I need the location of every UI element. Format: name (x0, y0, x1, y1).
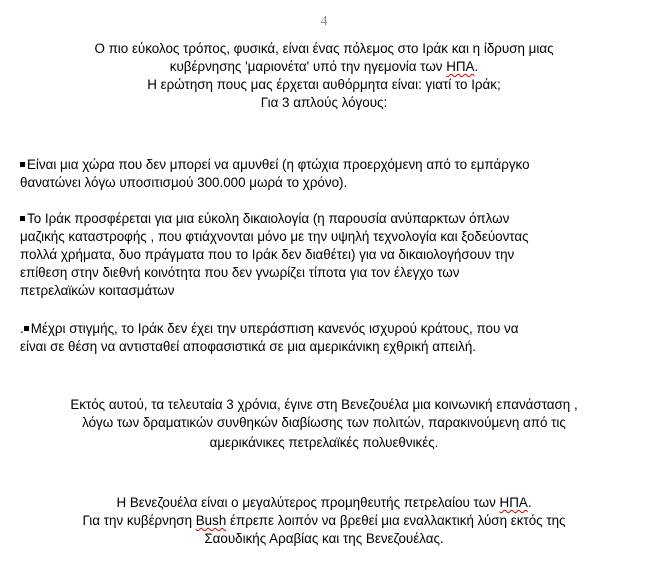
closing-paragraph (0, 494, 648, 548)
reason-2-line-3: πολλά χρήματα, δυο πράγματα που το Ιράκ δεν διαθέτει) για να δικαιολογήσουν την (20, 247, 515, 262)
intro-line-2-text: κυβέρνησης 'μαριονέτα' υπό την ηγεμονία των (169, 59, 447, 74)
venezuela-line-1: Εκτός αυτού, τα τελευταία 3 χρόνια, έγινε στη Βενεζουέλα μια κοινωνική επανάσταση , (70, 397, 578, 412)
intro-line-4: Για 3 απλούς λόγους: (260, 95, 388, 110)
intro-line-2 (0, 58, 648, 76)
reason-3-prefix: . (20, 321, 24, 336)
reason-1-line-1 (20, 156, 640, 174)
intro-line-3: Η ερώτηση πους μας έρχεται αυθόρμητα είναι: γιατί το Ιράκ; (147, 77, 501, 92)
page-number: 4 (320, 14, 328, 29)
closing-line-1 (0, 494, 648, 512)
venezuela-paragraph (0, 396, 648, 452)
reason-item-3 (20, 320, 640, 356)
spellcheck-word-hpa: ΗΠΑ (446, 59, 475, 74)
reason-2-line-5: πετρελαϊκών κοιτασμάτων (20, 283, 175, 298)
reason-2-text-1: Το Ιράκ προσφέρεται για μια εύκολη δικαιολογία (η παρουσία ανύπαρκτων όπλων (27, 211, 510, 226)
intro-line-1: Ο πιο εύκολος τρόπος, φυσικά, είναι ένας πόλεμος στο Ιράκ και η ίδρυση μιας (94, 41, 554, 56)
intro-line-2-end: . (474, 59, 479, 74)
square-bullet-icon (20, 216, 25, 221)
reason-3-text-1: Μέχρι στιγμής, το Ιράκ δεν έχει την υπεράσπιση κανενός ισχυρού κράτους, που να (30, 321, 519, 336)
reason-1-text-1: Είναι μια χώρα που δεν μπορεί να αμυνθεί (η φτώχια προερχόμενη από το εμπάργκο (27, 157, 530, 172)
intro-paragraph (0, 40, 648, 112)
venezuela-line-2: λόγω των δραματικών συνθηκών διαβίωσης των πολιτών, παρακινούμενη από τις (82, 415, 566, 430)
square-bullet-icon (20, 162, 25, 167)
square-bullet-icon (24, 326, 29, 331)
spellcheck-word-hpa: ΗΠΑ (499, 495, 528, 510)
venezuela-line-3: αμερικάνικες πετρελαϊκές πολυεθνικές. (209, 435, 439, 450)
spellcheck-word-bush: Bush (195, 513, 227, 528)
reason-item-1 (20, 156, 640, 192)
reason-3-line-1 (20, 320, 640, 338)
reason-2-line-1 (20, 210, 640, 228)
reason-1-line-2: θανατώνει λόγω υποσιτισμού 300.000 μωρά το χρόνο). (20, 175, 348, 190)
reason-item-2 (20, 210, 640, 300)
reason-2-line-2: μαζικής καταστροφής , που φτιάχνονται μόνο με την υψηλή τεχνολογία και ξοδεύοντας (20, 229, 529, 244)
closing-line-3: Σαουδικής Αραβίας και της Βενεζουέλας. (204, 531, 444, 546)
closing-line-1-text: Η Βενεζουέλα είναι ο μεγαλύτερος προμηθευτής πετρελαίου των (116, 495, 500, 510)
closing-line-2: Για την κυβέρνηση Bush έπρεπε λοιπόν να βρεθεί μια εναλλακτική λύση εκτός της (82, 513, 566, 528)
reason-3-line-2: είναι σε θέση να αντισταθεί αποφασιστικά σε μια αμερικάνικη εχθρική απειλή. (20, 339, 477, 354)
closing-line-1-end: . (527, 495, 532, 510)
reason-2-line-4: επίθεση στην διεθνή κοινότητα που δεν γνωρίζει τίποτα για τον έλεγχο των (20, 265, 460, 280)
